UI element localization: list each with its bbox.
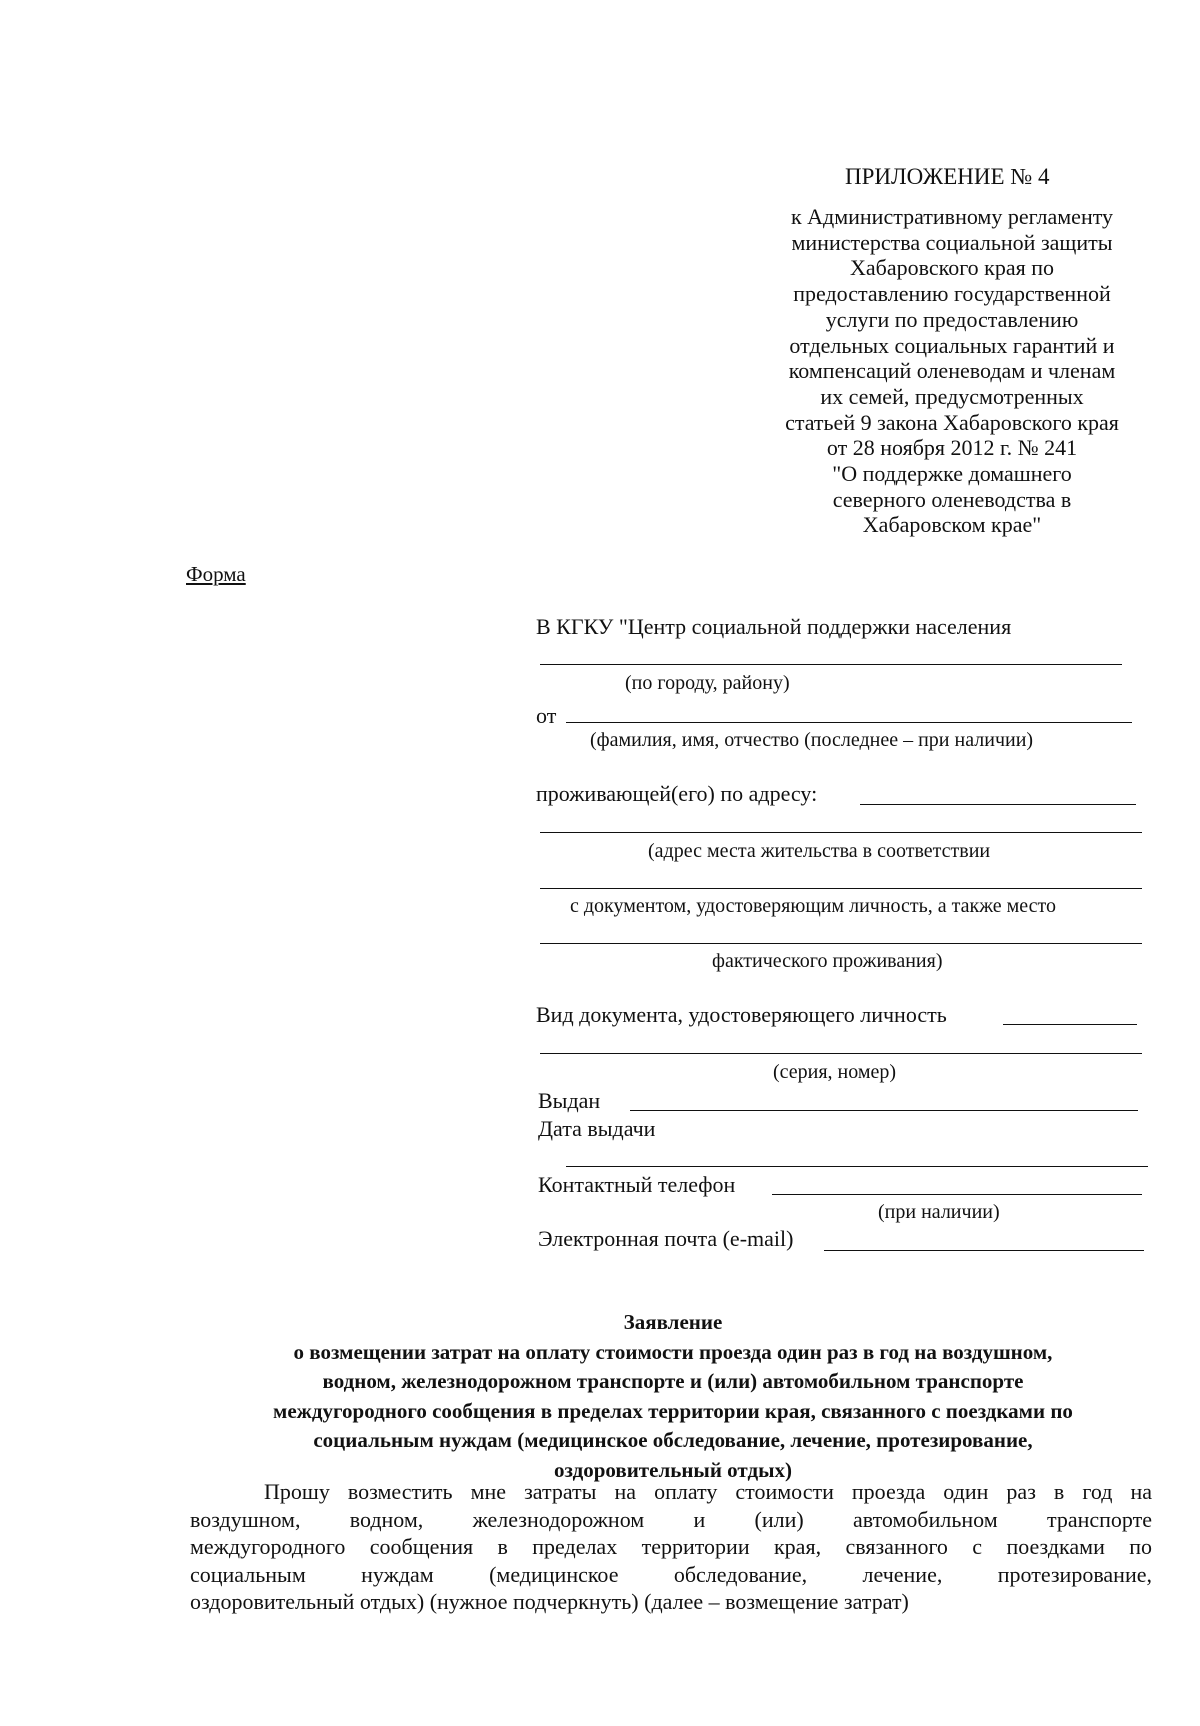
address-line-1[interactable] (860, 804, 1136, 805)
statement-title-line: социальным нуждам (медицинское обследование, лечение, протезирование, (313, 1428, 1033, 1452)
body-line: оздоровительный отдых) (нужное подчеркнуть) (далее – возмещение затрат) (190, 1589, 909, 1615)
issue-date-line[interactable] (566, 1166, 1148, 1167)
appendix-line: их семей, предусмотренных (820, 383, 1084, 409)
appendix-line: компенсаций оленеводам и членам (788, 358, 1116, 384)
appendix-line: к Административному регламенту (790, 204, 1114, 229)
phone-caption: (при наличии) (878, 1201, 1000, 1223)
email-line[interactable] (824, 1250, 1144, 1251)
address-caption-3: фактического проживания) (712, 950, 943, 972)
phone-line[interactable] (772, 1194, 1142, 1195)
address-caption-1: (адрес места жительства в соответствии (648, 840, 991, 862)
body-line: Прошу возместить мне затраты на оплату стоимости проезда один раз в год на (264, 1479, 1152, 1504)
address-label: проживающей(его) по адресу: (536, 781, 818, 806)
statement-title-line: водном, железнодорожном транспорте и (или) автомобильном транспорте (322, 1369, 1024, 1393)
appendix-reference (758, 204, 1146, 538)
id-doc-line-1[interactable] (1003, 1024, 1137, 1025)
addressee-to: В КГКУ "Центр социальной поддержки населения (536, 614, 1012, 639)
id-doc-label: Вид документа, удостоверяющего личность (536, 1002, 947, 1027)
issued-line[interactable] (630, 1110, 1138, 1111)
form-label: Форма (186, 562, 246, 586)
email-label: Электронная почта (e-mail) (538, 1226, 794, 1251)
id-doc-caption: (серия, номер) (773, 1061, 897, 1083)
appendix-line: министерства социальной защиты (791, 229, 1113, 255)
from-caption: (фамилия, имя, отчество (последнее – при наличии) (590, 729, 1034, 751)
appendix-line: Хабаровского края по (849, 255, 1055, 281)
appendix-title: ПРИЛОЖЕНИЕ № 4 (845, 164, 1050, 189)
from-name-line[interactable] (566, 722, 1132, 723)
appendix-line: Хабаровском крае" (862, 512, 1042, 538)
statement-heading: Заявление (623, 1310, 723, 1334)
body-line: междугородного сообщения в пределах территории края, связанного с поездками по (190, 1534, 1152, 1560)
appendix-line: северного оленеводства в (832, 486, 1072, 512)
body-line: воздушном, водном, железнодорожном и (или) автомобильном транспорте (190, 1506, 1152, 1532)
statement-title (190, 1308, 1156, 1485)
addressee-to-caption: (по городу, району) (625, 672, 790, 694)
appendix-line: услуги по предоставлению (825, 306, 1079, 332)
phone-label: Контактный телефон (538, 1172, 736, 1197)
id-doc-line-2[interactable] (540, 1053, 1142, 1054)
statement-title-line: междугородного сообщения в пределах территории края, связанного с поездками по (273, 1398, 1073, 1423)
body-line: социальным нуждам (медицинское обследование, лечение, протезирование, (190, 1561, 1152, 1587)
appendix-line: отдельных социальных гарантий и (789, 332, 1115, 358)
statement-title-line: о возмещении затрат на оплату стоимости проезда один раз в год на воздушном, (293, 1339, 1053, 1364)
addressee-to-line[interactable] (540, 664, 1122, 665)
statement-body (190, 1478, 1152, 1616)
issue-date-label: Дата выдачи (538, 1116, 656, 1141)
address-line-3[interactable] (540, 888, 1142, 889)
appendix-line: от 28 ноября 2012 г. № 241 (826, 435, 1078, 461)
address-line-4[interactable] (540, 943, 1142, 944)
appendix-line: предоставлению государственной (793, 281, 1111, 307)
statement-title-line: оздоровительный отдых) (554, 1457, 792, 1482)
address-caption-2: с документом, удостоверяющим личность, а также место (570, 895, 1057, 917)
issued-label: Выдан (538, 1088, 601, 1113)
appendix-line: "О поддержке домашнего (832, 461, 1072, 487)
address-line-2[interactable] (540, 832, 1142, 833)
appendix-line: статьей 9 закона Хабаровского края (785, 409, 1119, 435)
from-label: от (536, 703, 557, 728)
